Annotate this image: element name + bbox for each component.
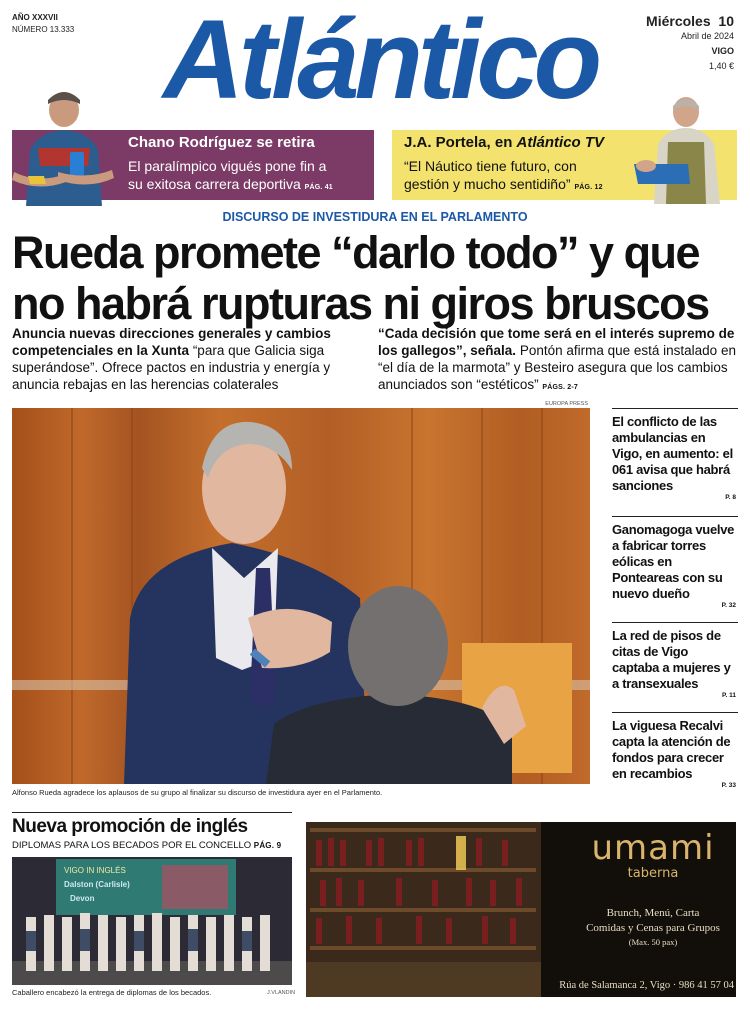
promo-photo-credit: J.VLANDIN: [267, 990, 296, 996]
teaser-text-line2: su exitosa carrera deportiva: [128, 176, 301, 192]
year-label: AÑO XXXVII: [12, 13, 58, 22]
sidebar-item[interactable]: [612, 622, 738, 712]
promo-title[interactable]: Nueva promoción de inglés: [12, 816, 248, 837]
issue-number: NÚMERO 13.333: [12, 25, 75, 34]
teaser-text-line1: “El Náutico tiene futuro, con: [404, 158, 577, 174]
page-ref: P. 11: [722, 692, 736, 699]
sidebar-item-text: Ganomagoga vuelve a fabricar torres eólicas en Ponteareas con su nuevo dueño: [612, 522, 735, 601]
ad-line1: Brunch, Menú, Carta: [606, 907, 700, 919]
page-ref: P. 32: [721, 602, 736, 609]
promo-caption: Caballero encabezó la entrega de diplomas de los becados.: [12, 988, 212, 997]
headline-line1: Rueda promete “darlo todo” y que: [12, 227, 700, 278]
athlete-photo: [8, 88, 120, 206]
lead-headline[interactable]: [12, 227, 740, 329]
teaser-text-line1: El paralímpico vigués pone fin a: [128, 158, 327, 174]
city-label: VIGO: [711, 46, 734, 56]
newspaper-logo[interactable]: Atlántico: [162, 0, 598, 122]
portela-photo: [628, 92, 740, 204]
divider: [12, 812, 292, 813]
deck-left-rest: “para que Galicia siga superándose”. Ofrece pactos en industria y energía y anuncia rebajas en las herencias colaterales: [12, 343, 331, 392]
photo-credit: EUROPA PRESS: [545, 401, 588, 407]
teaser-title-emph: Atlántico TV: [516, 134, 605, 151]
lead-photo-caption: Alfonso Rueda agradece los aplausos de su grupo al finalizar su discurso de investidura ayer en el Parlamento.: [12, 788, 383, 797]
ad-brand-sub: taberna: [627, 866, 679, 881]
weekday: Miércoles: [646, 13, 711, 29]
ad-address: Rúa de Salamanca 2, Vigo · 986 41 57 04: [559, 980, 734, 991]
teaser-title-prefix: J.A. Portela, en: [404, 134, 517, 151]
sidebar-item-text: La red de pisos de citas de Vigo captaba a mujeres y a transexuales: [612, 628, 731, 691]
sidebar-item[interactable]: [612, 516, 738, 622]
lead-kicker: DISCURSO DE INVESTIDURA EN EL PARLAMENTO: [222, 210, 528, 224]
screen-text: Devon: [70, 894, 95, 903]
headline-line2: no habrá rupturas ni giros bruscos: [12, 278, 709, 329]
page-ref: PÁG. 12: [574, 184, 603, 191]
page-ref: PÁG. 9: [253, 841, 282, 850]
ad-line3: (Max. 50 pax): [628, 937, 678, 947]
page-ref: P. 8: [725, 494, 736, 501]
teaser-text-line2: gestión y mucho sentidiño”: [404, 176, 571, 192]
deck-left: [12, 325, 362, 393]
sidebar-item-text: El conflicto de las ambulancias en Vigo, en aumento: el 061 avisa que habrá sanciones: [612, 414, 733, 493]
teaser-title: Chano Rodríguez se retira: [128, 134, 315, 151]
teaser-title-tv: [404, 134, 604, 151]
page-ref: P. 33: [721, 782, 736, 789]
date-info: [646, 14, 734, 74]
edition-info: [12, 12, 74, 36]
ad-line2: Comidas y Cenas para Grupos: [586, 922, 720, 934]
deck-left-bold: Anuncia nuevas direcciones generales y cambios competenciales en la Xunta: [12, 326, 331, 358]
lead-photo[interactable]: [12, 408, 590, 784]
sidebar-item-text: La viguesa Recalvi capta la atención de fondos para crecer en recambios: [612, 718, 731, 781]
month-year: Abril de 2024: [680, 31, 734, 41]
sidebar-item[interactable]: [612, 712, 738, 804]
deck-right-rest: Pontón afirma que está instalado en “el día de la marmota” y Besteiro asegura que los cambios anunciados son “estéticos”: [378, 343, 736, 392]
deck-right: [378, 325, 740, 396]
deck-right-bold: “Cada decisión que tome será en el interés supremo de los gallegos”, señala.: [378, 326, 735, 358]
screen-text: VIGO IN INGLÉS: [64, 866, 126, 875]
ad-brand-name: umami: [591, 828, 715, 868]
promo-subtitle-text: DIPLOMAS PARA LOS BECADOS POR EL CONCELLO: [12, 840, 252, 851]
screen-text: Dalston (Carlisle): [64, 880, 130, 889]
page-ref: PÁGS. 2-7: [542, 384, 579, 391]
day-number: 10: [718, 13, 734, 29]
promo-subtitle: [12, 840, 281, 851]
promo-photo[interactable]: [12, 857, 292, 985]
price-label: 1,40 €: [708, 61, 734, 71]
page-ref: PÁG. 41: [304, 184, 333, 191]
sidebar-item[interactable]: [612, 408, 738, 516]
sidebar: [612, 408, 738, 804]
